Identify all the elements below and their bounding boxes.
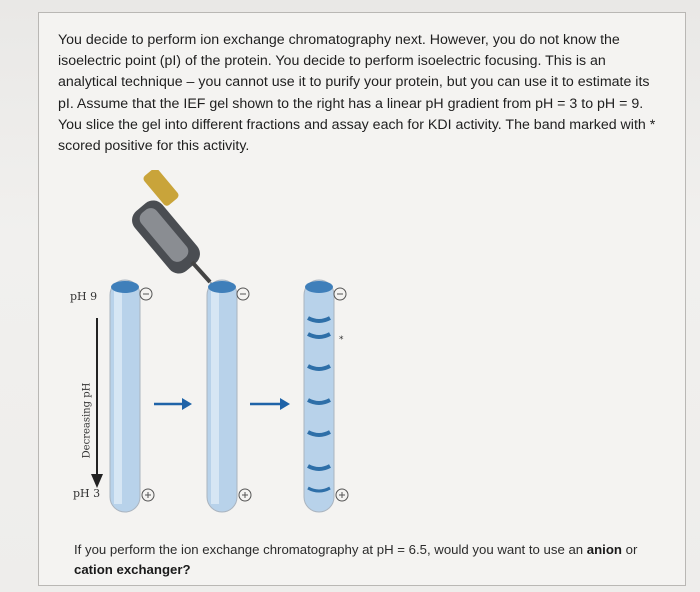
gel-tube-1: [110, 280, 140, 512]
right-arrow-icon: [154, 398, 192, 410]
positive-electrode-icon: [239, 489, 251, 501]
gel-tube-2: [207, 280, 237, 512]
question-paragraph: You decide to perform ion exchange chromatography next. However, you do not know the isoelectric point (pI) of the protein. You decide to perform isoelectric focusing. This is an analytical technique – you cannot use it to purify your protein, but you can use it to estimate its pI. Assume that the IEF gel shown to the right has a linear pH gradient from pH = 3 to pH = 9. You slice the gel into different fractions and assay each for KDI activity. The band marked with * scored positive for this activity.: [58, 32, 656, 155]
negative-electrode-icon: [140, 288, 152, 300]
right-arrow-icon: [250, 398, 290, 410]
arrow-head-icon: [91, 474, 103, 488]
question-prompt: [74, 540, 674, 579]
positive-electrode-icon: [142, 489, 154, 501]
axis-label: Decreasing pH: [81, 382, 93, 459]
negative-electrode-icon: [237, 288, 249, 300]
band-marker-asterisk: *: [339, 335, 344, 345]
cation-option: cation exchanger?: [74, 561, 191, 577]
pipette-icon: [127, 170, 222, 296]
question-text-start: If you perform the ion exchange chromatography at pH = 6.5, would you want to use an: [74, 542, 587, 557]
anion-option: anion: [586, 542, 622, 557]
negative-electrode-icon: [334, 288, 346, 300]
question-text-mid: or: [621, 542, 638, 557]
ph-bottom-label: pH 3: [73, 487, 101, 500]
ph-top-label: pH 9: [70, 290, 98, 303]
gel-tube-3: [304, 280, 334, 512]
positive-electrode-icon: [336, 489, 348, 501]
ief-diagram: [60, 170, 380, 520]
ief-gel-figure: [60, 170, 380, 520]
